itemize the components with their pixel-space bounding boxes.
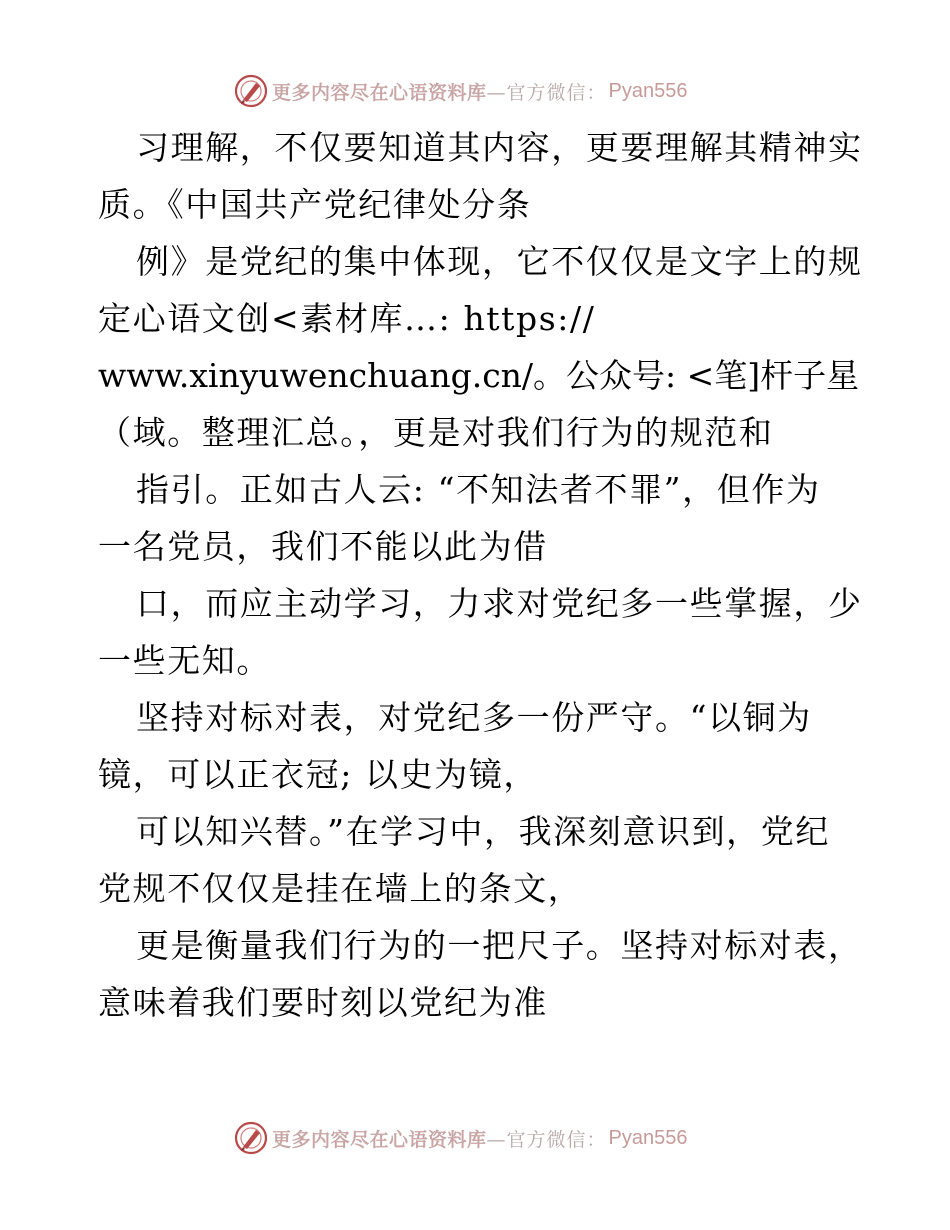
header-banner-subtitle: —官方微信： (486, 81, 607, 104)
footer-banner-subtitle: —官方微信： (486, 1128, 607, 1151)
footer-watermark-banner (0, 1118, 950, 1158)
body-line: 定心语文创<素材库…: https:// (98, 299, 596, 338)
footer-banner-wechat-id: Pyan556 (608, 1126, 688, 1149)
body-line: 一名党员，我们不能以此为借 (98, 527, 548, 566)
body-line: （域。整理汇总。，更是对我们行为的规范和 (98, 413, 774, 452)
body-line: 指引。正如古人云: “不知法者不罪”，但作为 (136, 470, 821, 509)
quill-logo-icon (234, 74, 268, 108)
footer-banner-content (234, 1118, 688, 1158)
body-line: 党规不仅仅是挂在墙上的条文， (98, 869, 583, 908)
body-line: 例》是党纪的集中体现，它不仅仅是文字上的规 (136, 242, 863, 281)
header-banner-wechat-id: Pyan556 (608, 79, 688, 102)
quill-logo-icon (234, 1121, 268, 1155)
body-line: www.xinyuwenchuang.cn/。公众号: <笔]杆子星 (98, 356, 860, 395)
header-banner-title: 更多内容尽在心语资料库 (272, 81, 487, 104)
body-line: 口，而应主动学习，力求对党纪多一些掌握，少 (136, 584, 863, 623)
header-banner-content (234, 71, 688, 111)
body-line: 意味着我们要时刻以党纪为准 (98, 983, 548, 1022)
body-line: 镜，可以正衣冠; 以史为镜， (98, 755, 539, 794)
footer-banner-title: 更多内容尽在心语资料库 (272, 1128, 487, 1151)
body-line: 一些无知。 (98, 641, 271, 680)
body-line: 质。《中国共产党纪律处分条 (98, 185, 532, 224)
body-line: 可以知兴替。”在学习中，我深刻意识到，党纪 (136, 812, 830, 851)
body-line: 更是衡量我们行为的一把尺子。坚持对标对表， (136, 926, 863, 965)
body-line: 坚持对标对表，对党纪多一份严守。“以铜为 (136, 698, 812, 737)
header-watermark-banner (0, 71, 950, 111)
body-line: 习理解，不仅要知道其内容，更要理解其精神实 (136, 128, 863, 167)
